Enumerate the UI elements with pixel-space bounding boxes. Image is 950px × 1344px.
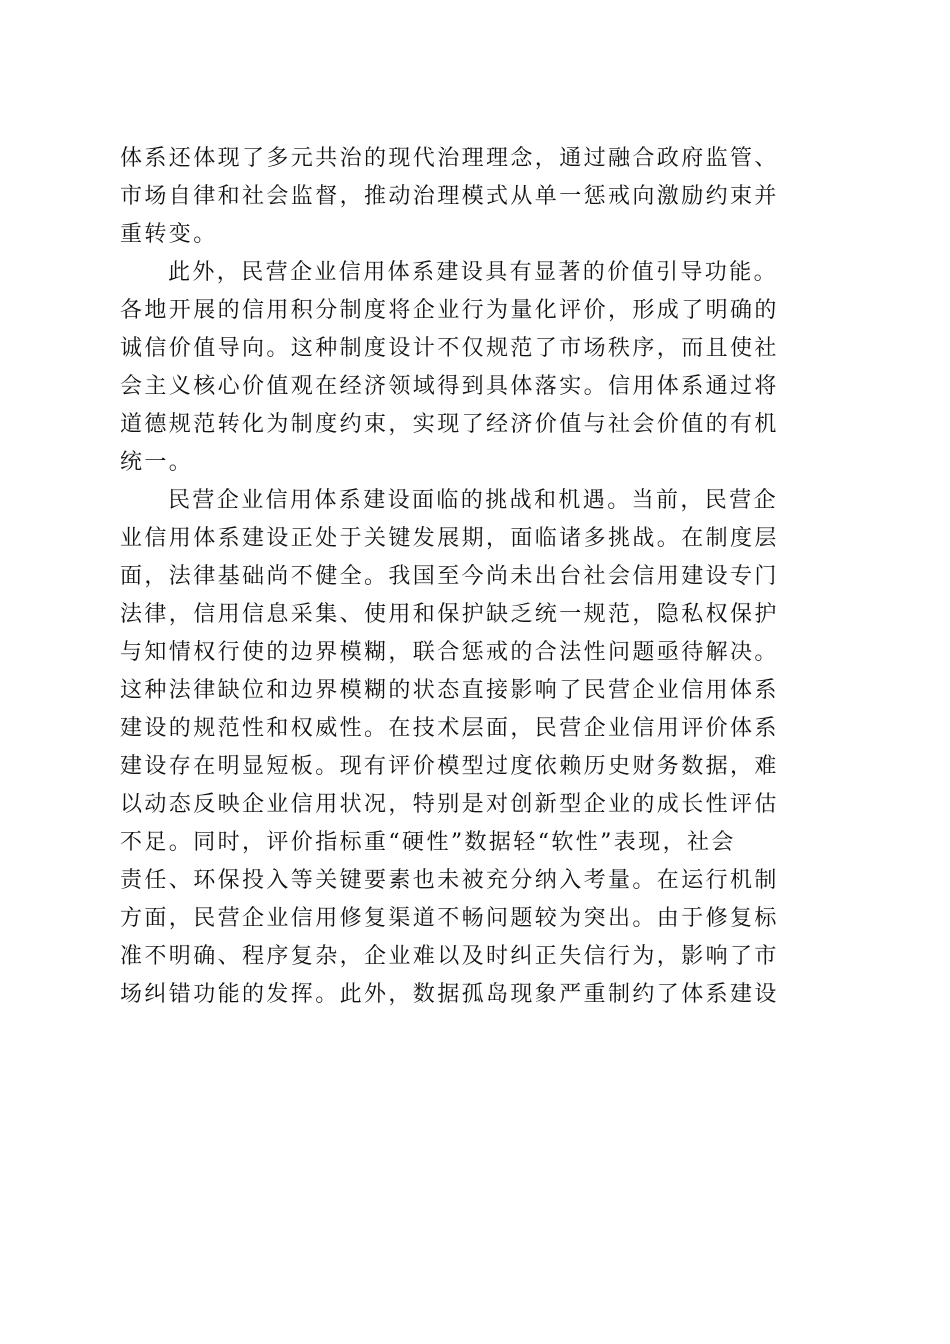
text-line: 体系还体现了多元共治的现代治理理念，通过融合政府监管、	[120, 146, 779, 171]
text-line: 重转变。	[120, 222, 218, 247]
text-line: 准不明确、程序复杂，企业难以及时纠正失信行为，影响了市	[120, 944, 779, 969]
text-line: 这种法律缺位和边界模糊的状态直接影响了民营企业信用体系	[120, 678, 779, 703]
text-line: 诚信价值导向。这种制度设计不仅规范了市场秩序，而且使社	[120, 336, 779, 361]
text-line: 统一。	[120, 450, 194, 475]
text-line: 建设的规范性和权威性。在技术层面，民营企业信用评价体系	[120, 716, 779, 741]
text-line: 与知情权行使的边界模糊，联合惩戒的合法性问题亟待解决。	[120, 640, 779, 665]
text-line: 各地开展的信用积分制度将企业行为量化评价，形成了明确的	[120, 298, 779, 323]
paragraph-start-line: 此外，民营企业信用体系建设具有显著的价值引导功能。	[168, 260, 779, 285]
text-line: 建设存在明显短板。现有评价模型过度依赖历史财务数据，难	[120, 754, 779, 779]
text-line: 法律，信用信息采集、使用和保护缺乏统一规范，隐私权保护	[120, 602, 779, 627]
text-line: 场纠错功能的发挥。此外，数据孤岛现象严重制约了体系建设	[120, 982, 779, 1007]
text-line: 不足。同时，评价指标重“硬性”数据轻“软性”表现，社会	[120, 830, 736, 855]
paragraph-start-line: 民营企业信用体系建设面临的挑战和机遇。当前，民营企	[168, 488, 779, 513]
text-line: 以动态反映企业信用状况，特别是对创新型企业的成长性评估	[120, 792, 779, 817]
body-text	[120, 140, 832, 1014]
text-line: 会主义核心价值观在经济领域得到具体落实。信用体系通过将	[120, 374, 779, 399]
text-line: 责任、环保投入等关键要素也未被充分纳入考量。在运行机制	[120, 868, 779, 893]
text-line: 市场自律和社会监督，推动治理模式从单一惩戒向激励约束并	[120, 184, 779, 209]
text-line: 方面，民营企业信用修复渠道不畅问题较为突出。由于修复标	[120, 906, 779, 931]
text-line: 业信用体系建设正处于关键发展期，面临诸多挑战。在制度层	[120, 526, 779, 551]
text-line: 道德规范转化为制度约束，实现了经济价值与社会价值的有机	[120, 412, 779, 437]
text-line: 面，法律基础尚不健全。我国至今尚未出台社会信用建设专门	[120, 564, 779, 589]
